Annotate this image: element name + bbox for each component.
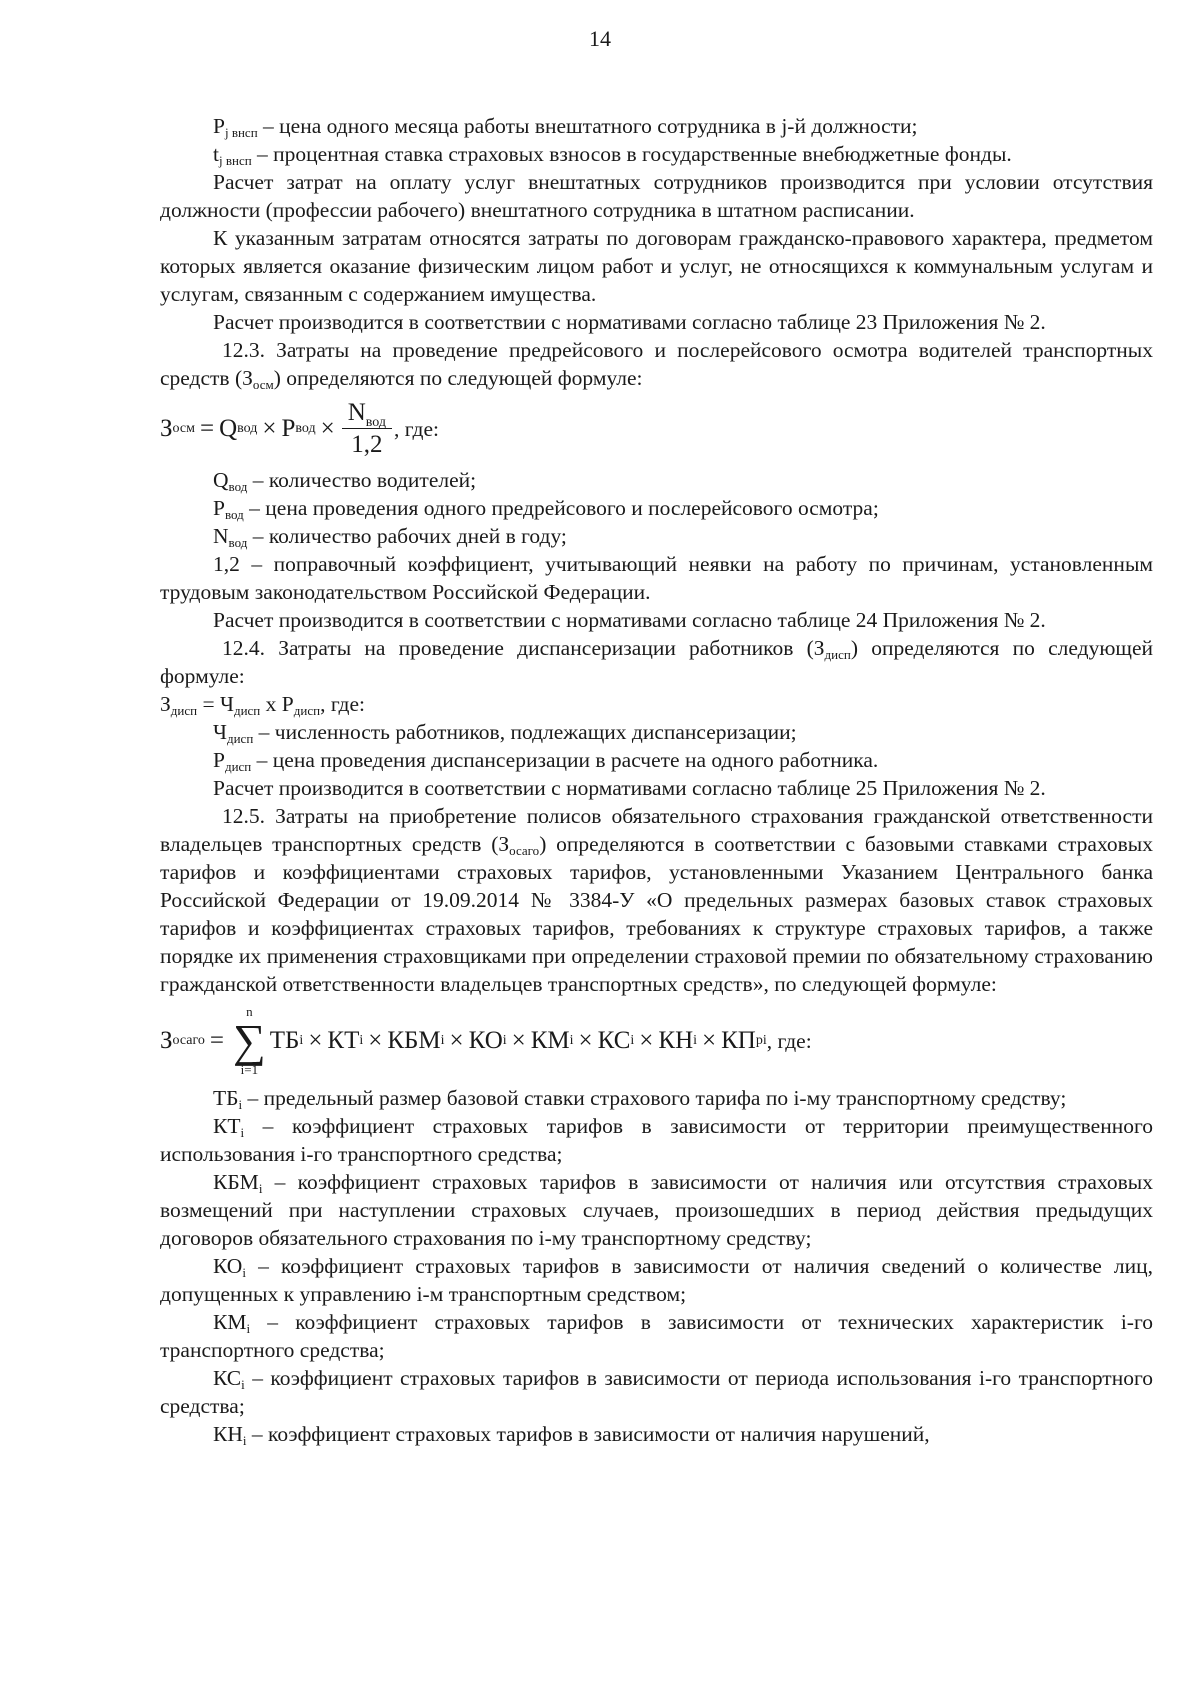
formula-fraction: $\frac{N_{вод}}{1,2}$	[342, 398, 392, 461]
definition-kbm: $КБМ_i$ – коэффициент страховых тарифов в зависимости от наличия или отсутствия страховых возмещений при наступлении страховых случаев, произошедших в период действия предыдущих договоров обязательного страхования по i-му транспортному средству;	[160, 1170, 1153, 1250]
document-body	[160, 112, 1153, 1448]
definition-t-j: $t_{j внсп}$ – процентная ставка страховых взносов в государственные внебюджетные фонды.	[213, 142, 1012, 168]
definition-tb: $ТБ_i$ – предельный размер базовой ставки страхового тарифа по i-му транспортному средству;	[213, 1086, 1067, 1112]
definition-ch-disp: $Ч_{дисп}$ – численность работников, подлежащих диспансеризации;	[213, 720, 797, 746]
section-12-4-intro: 12.4. Затраты на проведение диспансеризации работников $(З_{дисп})$ определяются по следующей формуле:	[160, 636, 1153, 688]
formula-disp: $З_{дисп} = Ч_{дисп}$ x $P_{дисп}$, где:	[160, 692, 366, 718]
definition-ko: $КО_i$ – коэффициент страховых тарифов в зависимости от наличия сведений о количестве лиц, допущенных к управлению i-м транспортным средством;	[160, 1254, 1153, 1306]
definition-q-vod: $Q_{вод}$ – количество водителей;	[213, 468, 477, 494]
definition-n-vod: $N_{вод}$ – количество рабочих дней в году;	[213, 524, 567, 550]
coefficient-text: 1,2 – поправочный коэффициент, учитывающий неявки на работу по причинам, установленным трудовым законодательством Российской Федерации.	[160, 552, 1153, 604]
definition-km: $КМ_i$ – коэффициент страховых тарифов в зависимости от технических характеристик i-го транспортного средства;	[160, 1310, 1153, 1362]
section-12-4-calc: Расчет производится в соответствии с нормативами согласно таблице 25 Приложения № 2.	[213, 776, 1046, 800]
paragraph-1: Расчет затрат на оплату услуг внештатных сотрудников производится при условии отсутствия должности (профессии рабочего) внештатного сотрудника в штатном расписании.	[160, 170, 1153, 222]
definition-kn: $КН_i$ – коэффициент страховых тарифов в зависимости от наличия нарушений,	[213, 1422, 930, 1448]
sum-symbol: n ∑ i=1	[232, 1004, 266, 1077]
section-12-3-intro: 12.3. Затраты на проведение предрейсового и послерейсового осмотра водителей транспортных средств $(З_{осм})$ определяются по следующей формуле:	[160, 338, 1153, 392]
definition-p-disp: $P_{дисп}$ – цена проведения диспансеризации в расчете на одного работника.	[213, 748, 879, 774]
definition-p-vod: $P_{вод}$ – цена проведения одного предрейсового и послерейсового осмотра;	[213, 496, 879, 522]
section-12-5-intro: 12.5. Затраты на приобретение полисов обязательного страхования гражданской ответственности владельцев транспортных средств $(З_{осаго})$ определяются в соответствии с базовыми ставками страховых тарифов и коэффициентами страховых тарифов, установленными Указанием Центрального банка Российской Федерации от 19.09.2014 № 3384-У «О предельных размерах базовых ставок страховых тарифов и коэффициентах страховых тарифов, требованиях к структуре страховых тарифов, а также порядке их применения страховщиками при определении страховой премии по обязательному страхованию гражданской ответственности владельцев транспортных средств», по следующей формуле:	[160, 804, 1153, 996]
definition-ks: $КС_i$ – коэффициент страховых тарифов в зависимости от периода использования i-го транспортного средства;	[160, 1366, 1153, 1418]
definition-p-j: $P_{j внсп}$ – цена одного месяца работы внештатного сотрудника в j-й должности;	[213, 114, 918, 140]
formula-osm: З осм = Q вод × P вод × $\frac{N_{вод}}{1,2}$ , где:	[160, 392, 1153, 466]
formula-osago: З осаго = n ∑ i=1 ТБ i × КТ i × КБМ i × КО i × КМ i × КС i × КН i × КП pi , где:	[160, 1004, 812, 1077]
definition-kt: $КТ_i$ – коэффициент страховых тарифов в зависимости от территории преимущественного использования i-го транспортного средства;	[160, 1114, 1153, 1166]
section-12-3-calc: Расчет производится в соответствии с нормативами согласно таблице 24 Приложения № 2.	[213, 608, 1046, 632]
paragraph-3: Расчет производится в соответствии с нормативами согласно таблице 23 Приложения № 2.	[213, 310, 1046, 334]
page-number: 14	[589, 26, 611, 51]
paragraph-2: К указанным затратам относятся затраты по договорам гражданско-правового характера, предметом которых является оказание физическим лицом работ и услуг, не относящихся к коммунальным услугам и услугам, связанным с содержанием имущества.	[160, 226, 1153, 306]
